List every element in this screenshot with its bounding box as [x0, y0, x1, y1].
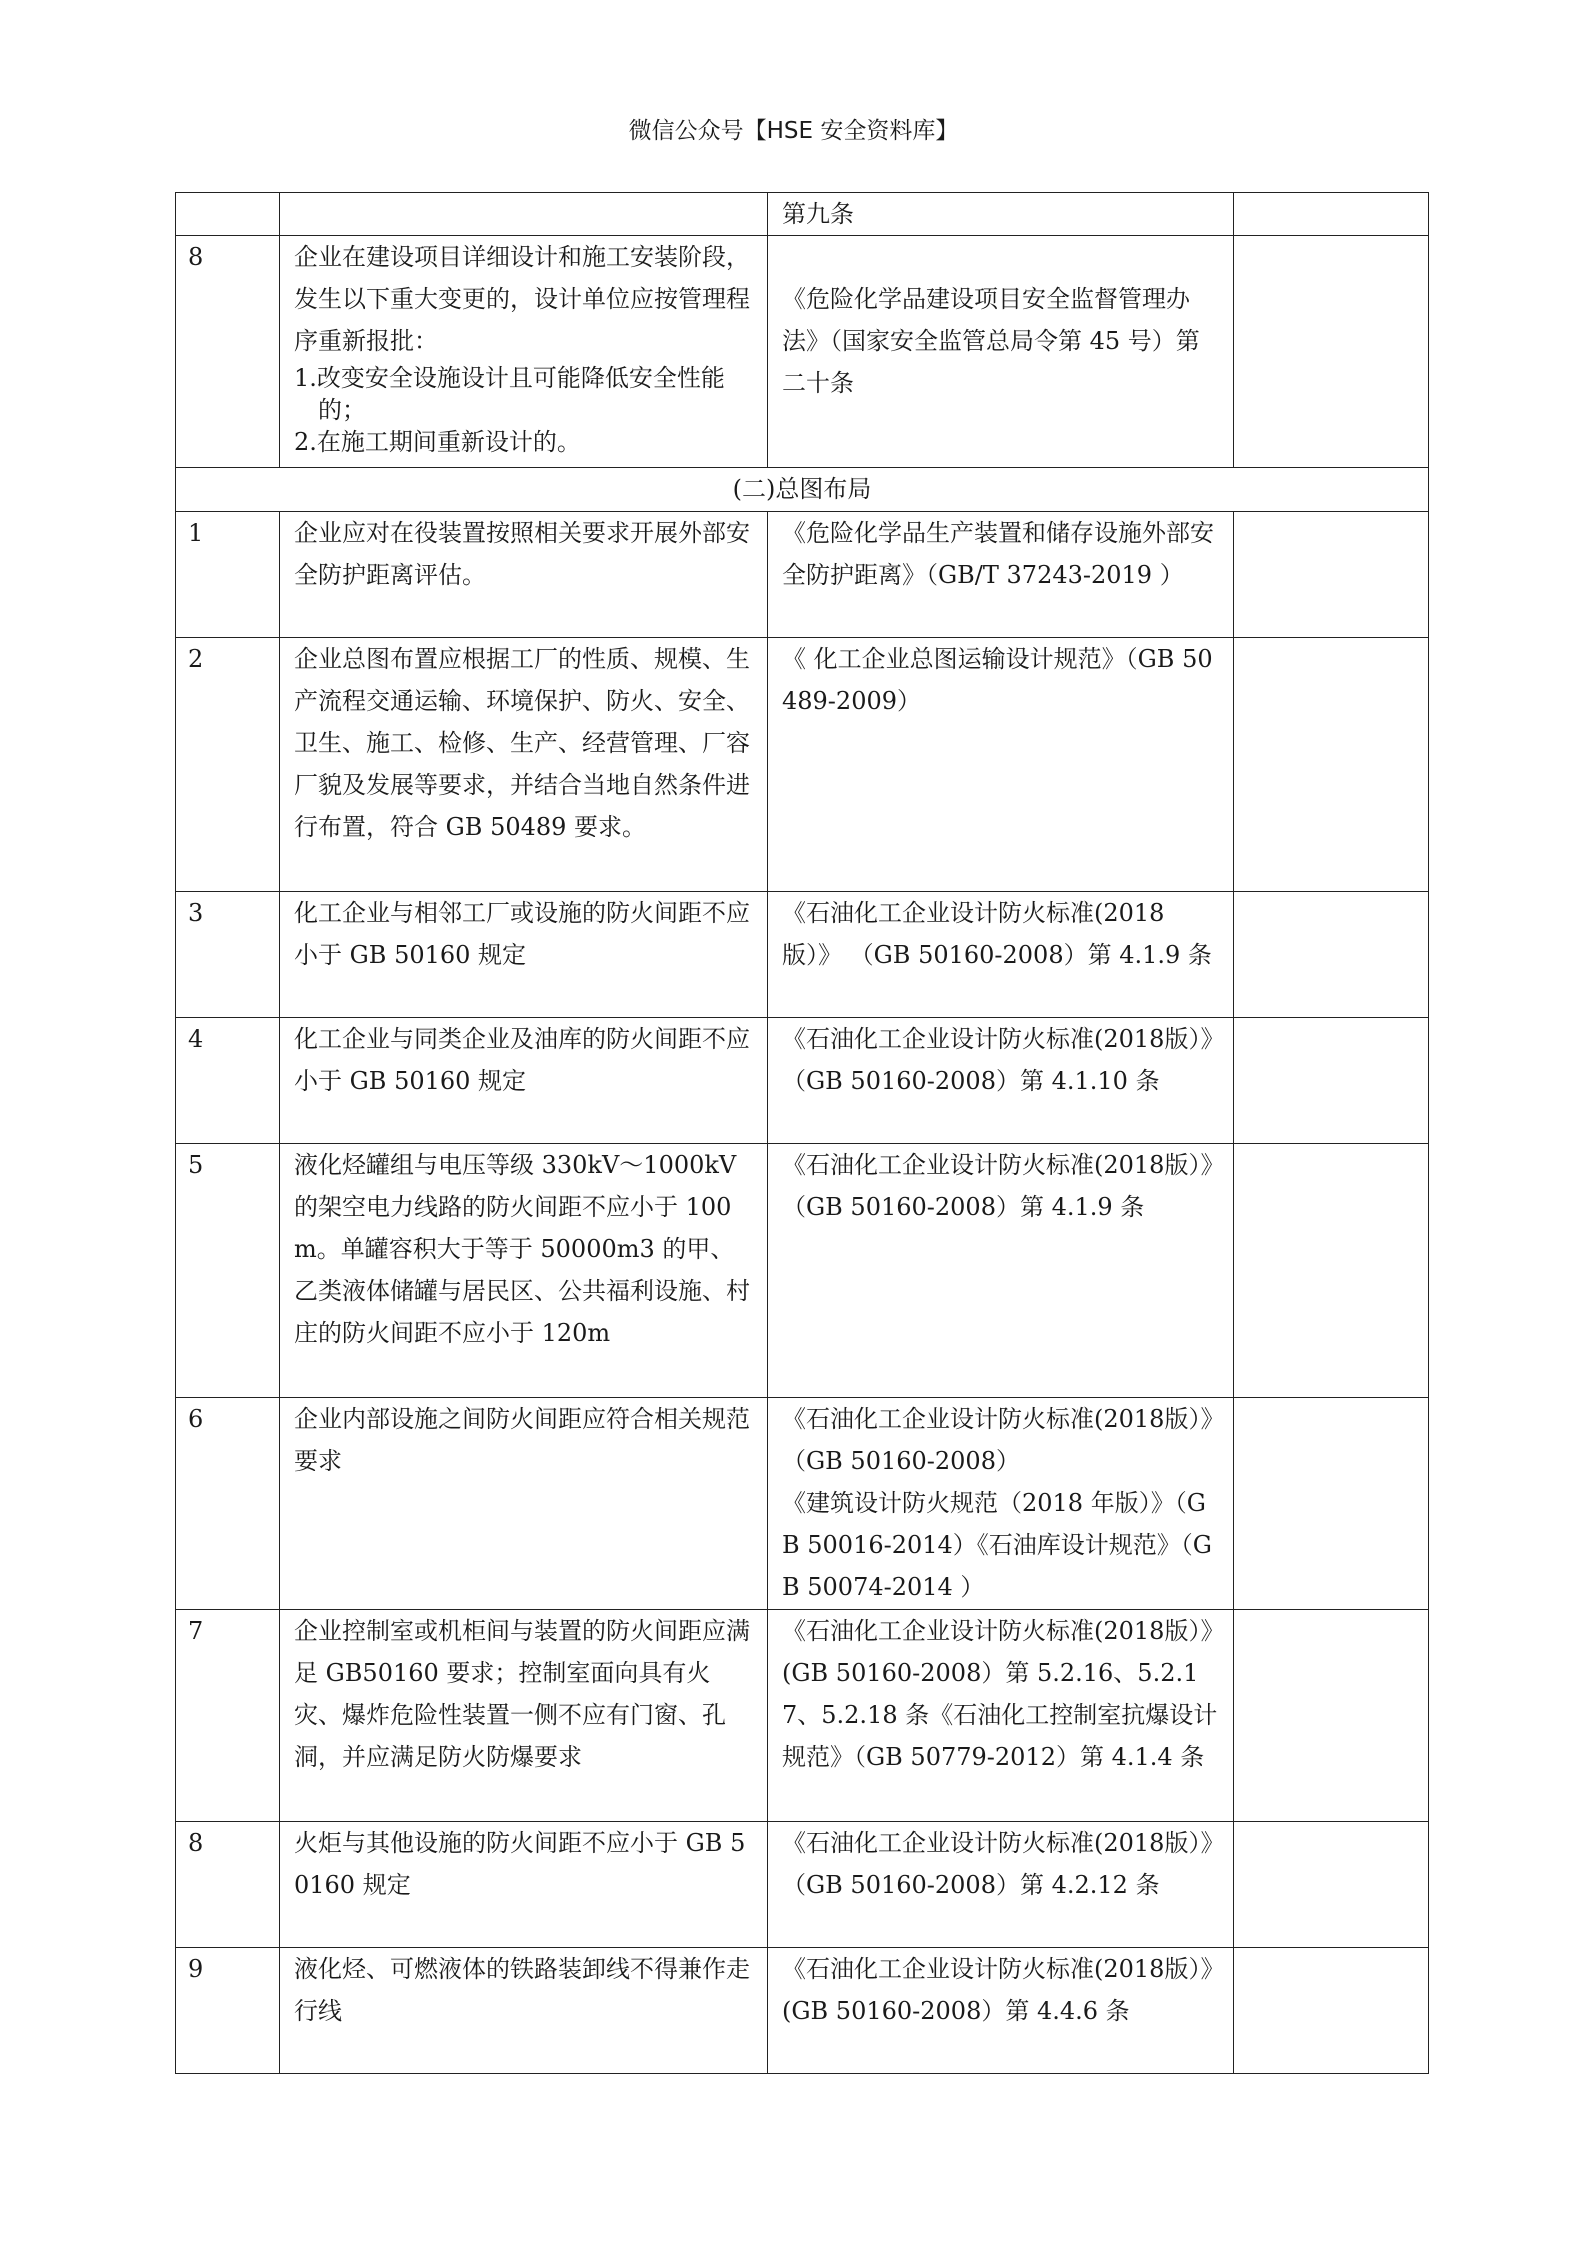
section-title: (二)总图布局: [176, 468, 1429, 512]
remark-cell: [1234, 1822, 1429, 1948]
regulation-table: [175, 192, 1429, 2074]
legal-basis: [768, 1822, 1234, 1948]
row-number: 3: [176, 892, 280, 1018]
table-row: [176, 1144, 1429, 1398]
basis-paragraph: 《危险化学品建设项目安全监督管理办法》（国家安全监管总局令第 45 号）第二十条: [782, 285, 1200, 397]
table-row: [176, 1398, 1429, 1610]
table-row: [176, 1610, 1429, 1822]
row-number: [176, 193, 280, 236]
row-number: 1: [176, 512, 280, 638]
row-number: 5: [176, 1144, 280, 1398]
remark-cell: [1234, 1144, 1429, 1398]
legal-basis: [768, 512, 1234, 638]
remark-cell: [1234, 638, 1429, 892]
table-row: [176, 512, 1429, 638]
remark-cell: [1234, 1398, 1429, 1610]
requirement-paragraph: 2.在施工期间重新设计的。: [294, 428, 581, 456]
basis-paragraph: 《石油化工企业设计防火标准(2018版）》 （GB 50160-2008）第 4.1.9 条: [782, 899, 1212, 969]
legal-basis: [768, 1948, 1234, 2074]
requirement-content: [280, 512, 768, 638]
basis-paragraph: 《石油化工企业设计防火标准(2018版）》(GB 50160-2008）第 4.4.6 条: [782, 1955, 1213, 2025]
remark-cell: [1234, 1948, 1429, 2074]
page-header: 微信公众号【HSE 安全资料库】: [628, 118, 959, 144]
legal-basis: [768, 1018, 1234, 1144]
requirement-content: [280, 1144, 768, 1398]
section-row: [176, 468, 1429, 512]
basis-paragraph: 《石油化工企业设计防火标准(2018版）》（GB 50160-2008）第 4.1.10 条: [782, 1025, 1213, 1095]
row-number: 4: [176, 1018, 280, 1144]
table-row: [176, 1948, 1429, 2074]
requirement-paragraph: 液化烃、可燃液体的铁路装卸线不得兼作走行线: [294, 1955, 750, 2025]
legal-basis: [768, 1398, 1234, 1610]
requirement-content: [280, 193, 768, 236]
requirement-paragraph: 液化烃罐组与电压等级 330kV～1000kV 的架空电力线路的防火间距不应小于 100m。单罐容积大于等于 50000m3 的甲、乙类液体储罐与居民区、公共福利设施、村庄的防火间距不应小于 120m: [294, 1151, 750, 1347]
requirement-content: [280, 1398, 768, 1610]
row-number: 8: [176, 236, 280, 468]
requirement-paragraph: 1.改变安全设施设计且可能降低安全性能的；: [294, 364, 725, 424]
legal-basis: [768, 236, 1234, 468]
remark-cell: [1234, 512, 1429, 638]
requirement-paragraph: 企业在建设项目详细设计和施工安装阶段，发生以下重大变更的，设计单位应按管理程序重新报批：: [294, 243, 750, 355]
table-row: [176, 236, 1429, 468]
row-number: 7: [176, 1610, 280, 1822]
basis-paragraph: （GB 50160-2008）第 4.1.9 条: [782, 1193, 1145, 1221]
table-row: [176, 193, 1429, 236]
row-number: 2: [176, 638, 280, 892]
requirement-content: [280, 1948, 768, 2074]
basis-paragraph: 第九条: [782, 200, 854, 228]
basis-paragraph: 《石油化工企业设计防火标准(2018版）》（GB 50160-2008）: [782, 1405, 1213, 1475]
row-number: 8: [176, 1822, 280, 1948]
requirement-content: [280, 638, 768, 892]
basis-paragraph: 《石油化工企业设计防火标准(2018版）》（GB 50160-2008）第 4.2.12 条: [782, 1829, 1213, 1899]
basis-paragraph: 《 化工企业总图运输设计规范》（GB 50489-2009）: [782, 645, 1213, 715]
legal-basis: [768, 638, 1234, 892]
requirement-paragraph: 企业总图布置应根据工厂的性质、规模、生产流程交通运输、环境保护、防火、安全、卫生、施工、检修、生产、经营管理、厂容厂貌及发展等要求，并结合当地自然条件进行布置，符合 GB 50489 要求。: [294, 645, 750, 841]
legal-basis: [768, 892, 1234, 1018]
legal-basis: [768, 1610, 1234, 1822]
basis-paragraph: 《危险化学品生产装置和储存设施外部安全防护距离》（GB/T 37243-2019 ）: [782, 519, 1214, 589]
legal-basis: [768, 193, 1234, 236]
requirement-content: [280, 1018, 768, 1144]
table-row: [176, 1018, 1429, 1144]
requirement-paragraph: 火炬与其他设施的防火间距不应小于 GB 50160 规定: [294, 1829, 746, 1899]
table-row: [176, 1822, 1429, 1948]
requirement-content: [280, 1610, 768, 1822]
remark-cell: [1234, 236, 1429, 468]
basis-paragraph: 《建筑设计防火规范（2018 年版）》（GB 50016-2014）《石油库设计规范》（GB 50074-2014 ）: [782, 1489, 1212, 1601]
requirement-paragraph: 化工企业与同类企业及油库的防火间距不应小于 GB 50160 规定: [294, 1025, 750, 1095]
basis-paragraph: 《石油化工企业设计防火标准(2018版）》(GB 50160-2008）第 5.2.16、5.2.17、5.2.18 条《石油化工控制室抗爆设计规范》（GB 50779-2012）第 4.1.4 条: [782, 1617, 1218, 1771]
remark-cell: [1234, 1610, 1429, 1822]
row-number: 6: [176, 1398, 280, 1610]
basis-paragraph: 《石油化工企业设计防火标准(2018版）》: [782, 1151, 1225, 1179]
remark-cell: [1234, 1018, 1429, 1144]
requirement-paragraph: 企业内部设施之间防火间距应符合相关规范要求: [294, 1405, 750, 1475]
table-row: [176, 638, 1429, 892]
requirement-content: [280, 236, 768, 468]
table-row: [176, 892, 1429, 1018]
row-number: 9: [176, 1948, 280, 2074]
requirement-content: [280, 892, 768, 1018]
remark-cell: [1234, 892, 1429, 1018]
legal-basis: [768, 1144, 1234, 1398]
remark-cell: [1234, 193, 1429, 236]
requirement-paragraph: 企业控制室或机柜间与装置的防火间距应满足 GB50160 要求；控制室面向具有火灾、爆炸危险性装置一侧不应有门窗、孔洞，并应满足防火防爆要求: [294, 1617, 750, 1771]
requirement-content: [280, 1822, 768, 1948]
requirement-paragraph: 化工企业与相邻工厂或设施的防火间距不应小于 GB 50160 规定: [294, 899, 750, 969]
requirement-paragraph: 企业应对在役装置按照相关要求开展外部安全防护距离评估。: [294, 519, 750, 589]
